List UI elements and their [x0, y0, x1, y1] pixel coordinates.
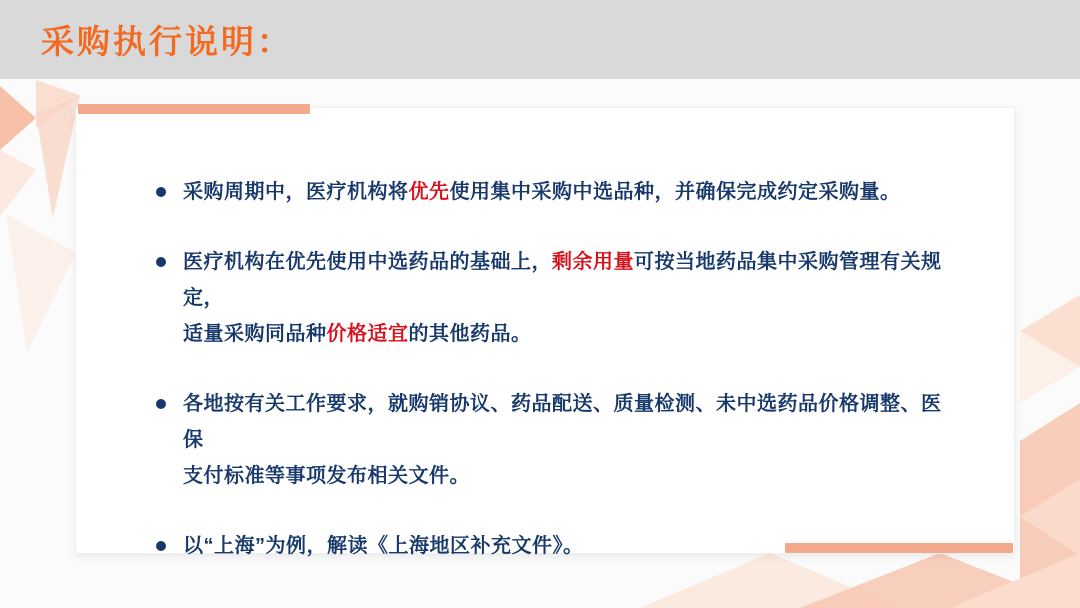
highlighted-text-segment: 价格适宜	[326, 323, 409, 345]
text-segment: 以“上海”为例，解读《上海地区补充文件》。	[183, 535, 584, 557]
triangle-decoration-bottom	[950, 553, 1080, 608]
content-card	[75, 107, 1015, 557]
bullet-text	[183, 528, 584, 564]
triangle-decoration-left	[36, 80, 80, 128]
bullet-text-line	[183, 316, 954, 352]
bullet-item	[156, 244, 954, 352]
triangle-decoration-right	[1020, 403, 1080, 479]
bullet-dot-icon	[156, 257, 166, 267]
page-title: 采购执行说明：	[41, 23, 293, 60]
bullet-text-line	[183, 458, 954, 494]
text-segment: 医疗机构在优先使用中选药品的基础上，	[183, 251, 552, 273]
bullet-text	[183, 174, 901, 210]
text-segment: 可按当地药品集中采购管理有关规定，	[183, 251, 942, 309]
bullet-text	[183, 386, 954, 494]
bullet-text-line	[183, 244, 954, 316]
bullet-dot-icon	[156, 399, 166, 409]
bullet-list	[156, 174, 954, 564]
triangle-decoration-left	[0, 150, 36, 216]
bullet-text-line	[183, 386, 954, 458]
triangle-decoration-left	[6, 214, 76, 352]
triangle-decoration-right	[1020, 560, 1080, 608]
text-segment: 的其他药品。	[408, 323, 532, 345]
highlighted-text-segment: 剩余用量	[552, 251, 634, 273]
accent-bar-top-left	[78, 104, 310, 114]
text-segment: 支付标准等事项发布相关文件。	[183, 465, 470, 487]
bullet-dot-icon	[156, 541, 166, 551]
triangle-decoration-right	[1020, 517, 1080, 593]
bullet-text-line	[183, 174, 901, 210]
triangle-decoration-right	[1020, 479, 1080, 555]
text-segment: 采购周期中，医疗机构将	[183, 181, 409, 203]
triangle-decoration-left	[36, 96, 80, 218]
text-segment: 使用集中采购中选品种，并确保完成约定采购量。	[449, 181, 901, 203]
triangle-decoration-right	[1020, 441, 1080, 517]
bullet-item	[156, 386, 954, 494]
triangle-decoration-right	[1020, 295, 1080, 367]
triangle-decoration-right	[1020, 331, 1080, 403]
bullet-dot-icon	[156, 187, 166, 197]
highlighted-text-segment: 优先	[408, 181, 450, 203]
text-segment: 各地按有关工作要求，就购销协议、药品配送、质量检测、未中选药品价格调整、医保	[183, 393, 942, 451]
accent-bar-bottom-right	[785, 543, 1013, 553]
triangle-decoration-left	[0, 86, 36, 150]
slide-header	[0, 0, 1080, 79]
bullet-item	[156, 174, 954, 210]
bullet-text-line	[183, 528, 584, 564]
text-segment: 适量采购同品种	[183, 323, 327, 345]
bullet-text	[183, 244, 954, 352]
